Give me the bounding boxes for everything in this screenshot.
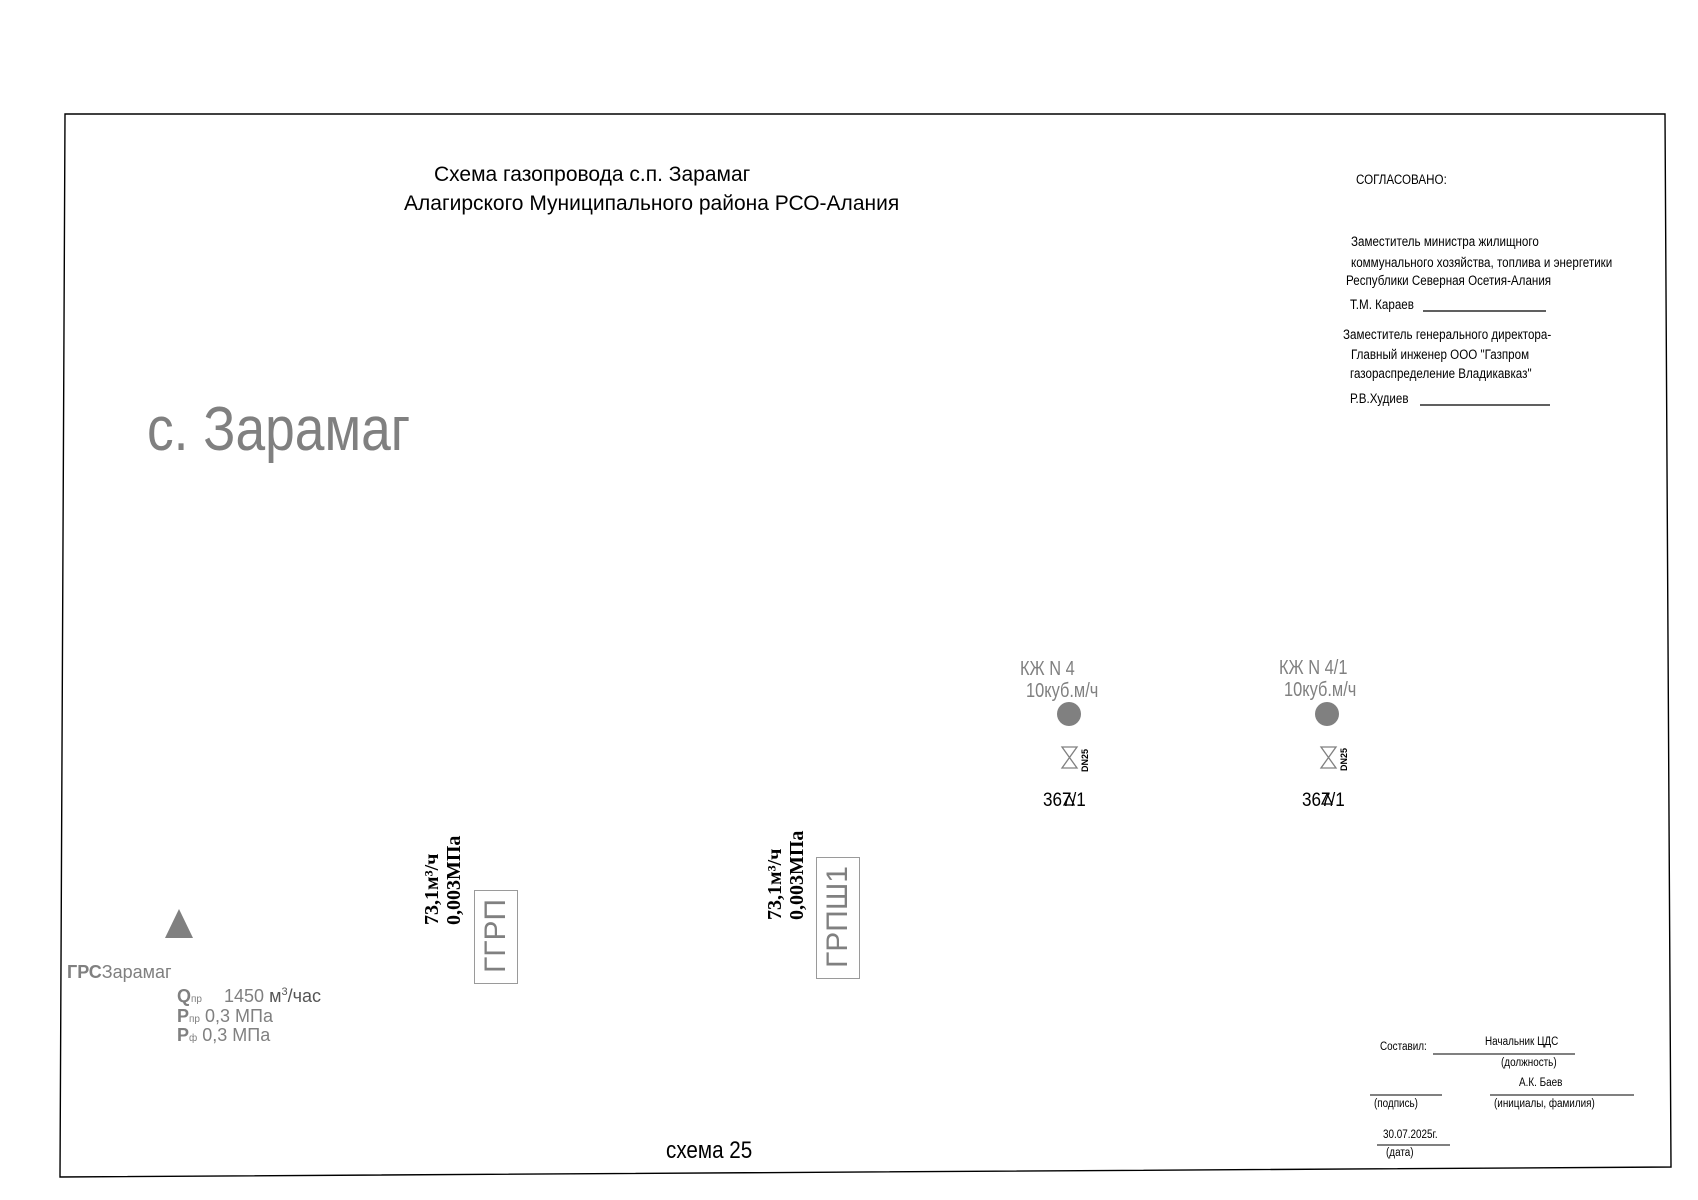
consumer-1-name: КЖ N 4 xyxy=(1020,658,1075,680)
consumer-1-number: 367/1 xyxy=(1043,790,1086,811)
grs-pressure-actual xyxy=(177,1025,270,1046)
stamp-position-caption: (должность) xyxy=(1501,1057,1557,1069)
title-line-2: Алагирского Муниципального района РСО-Алания xyxy=(404,192,900,215)
village-label: с. Зарамаг xyxy=(147,395,411,464)
grs-q-value: 1450 xyxy=(224,986,265,1006)
valve-icon-1 xyxy=(1062,747,1077,768)
consumer-2-number: 367/1 xyxy=(1302,790,1345,811)
title-line-1: Схема газопровода с.п. Зарамаг xyxy=(434,163,751,186)
regulator-1-flow: 73,1м³/ч xyxy=(421,853,443,925)
regulator-2-pressure: 0,003МПа xyxy=(786,830,808,920)
regulator-1-pressure: 0,003МПа xyxy=(443,835,465,925)
grs-triangle-icon xyxy=(165,909,193,938)
stamp-signature-caption: (подпись) xyxy=(1374,1098,1418,1110)
stamp-date-value: 30.07.2025г. xyxy=(1383,1129,1438,1141)
grs-name-text: Зарамаг xyxy=(101,962,172,982)
stamp-date-caption: (дата) xyxy=(1386,1147,1414,1159)
regulator-1-flow-block xyxy=(421,836,465,925)
consumer-2-flow: 10куб.м/ч xyxy=(1284,679,1357,701)
grs-q-unit xyxy=(269,986,321,1006)
stamp-name-value: А.К. Баев xyxy=(1519,1077,1563,1089)
valve-icon-2 xyxy=(1321,747,1336,768)
grs-flow xyxy=(177,986,321,1007)
grs-q-sub: пр xyxy=(191,994,202,1005)
grs-q-unit-tail: /час xyxy=(287,986,321,1006)
grs-q-symbol: Q xyxy=(177,986,192,1006)
approval-block2-line1: Заместитель генерального директора- xyxy=(1343,327,1552,342)
approval-heading: СОГЛАСОВАНО: xyxy=(1356,172,1447,187)
consumer-1-flow: 10куб.м/ч xyxy=(1026,680,1099,702)
grs-p1-value: 0,3 МПа xyxy=(205,1006,273,1026)
regulator-1-label: ГГРП xyxy=(474,890,518,984)
grs-p1-symbol: P xyxy=(177,1006,190,1026)
grs-q-unit-sup: 3 xyxy=(281,986,288,998)
stamp-compiled-label: Составил: xyxy=(1380,1041,1427,1053)
regulator-2-flow-block xyxy=(764,831,808,920)
regulator-2-flow: 73,1м³/ч xyxy=(764,848,786,920)
approval-block2-line2: Главный инженер ООО "Газпром xyxy=(1351,347,1530,362)
grs-p2-symbol: P xyxy=(177,1025,190,1045)
stamp-position-value: Начальник ЦДС xyxy=(1485,1036,1559,1048)
stamp-name-caption: (инициалы, фамилия) xyxy=(1494,1098,1595,1110)
grs-p1-sub: пр xyxy=(189,1014,200,1025)
grs-name xyxy=(67,962,172,983)
consumer-1-marker xyxy=(1057,702,1081,726)
approval-block2-line3: газораспределение Владикавказ" xyxy=(1350,366,1532,381)
approval-signer2: Р.В.Худиев xyxy=(1350,391,1409,406)
approval-signer1: Т.М. Караев xyxy=(1350,297,1414,312)
grs-q-unit-base: м xyxy=(269,986,282,1006)
consumer-2-dn: DN25 xyxy=(1339,747,1349,771)
consumer-2-name: КЖ N 4/1 xyxy=(1279,657,1348,679)
consumer-1-dn: DN25 xyxy=(1080,748,1090,772)
grs-p2-sub: ф xyxy=(189,1033,198,1044)
approval-block1-line3: Республики Северная Осетия-Алания xyxy=(1346,273,1552,288)
grs-pressure-design xyxy=(177,1006,273,1027)
approval-block1-line2: коммунального хозяйства, топлива и энергетики xyxy=(1351,255,1613,270)
approval-block1-line1: Заместитель министра жилищного xyxy=(1351,234,1539,249)
grs-p2-value: 0,3 МПа xyxy=(202,1025,271,1045)
grs-name-bold: ГРС xyxy=(67,962,102,982)
sheet-label: схема 25 xyxy=(666,1137,753,1164)
regulator-2-label: ГРПШ1 xyxy=(816,857,860,979)
consumer-2-marker xyxy=(1315,702,1339,726)
